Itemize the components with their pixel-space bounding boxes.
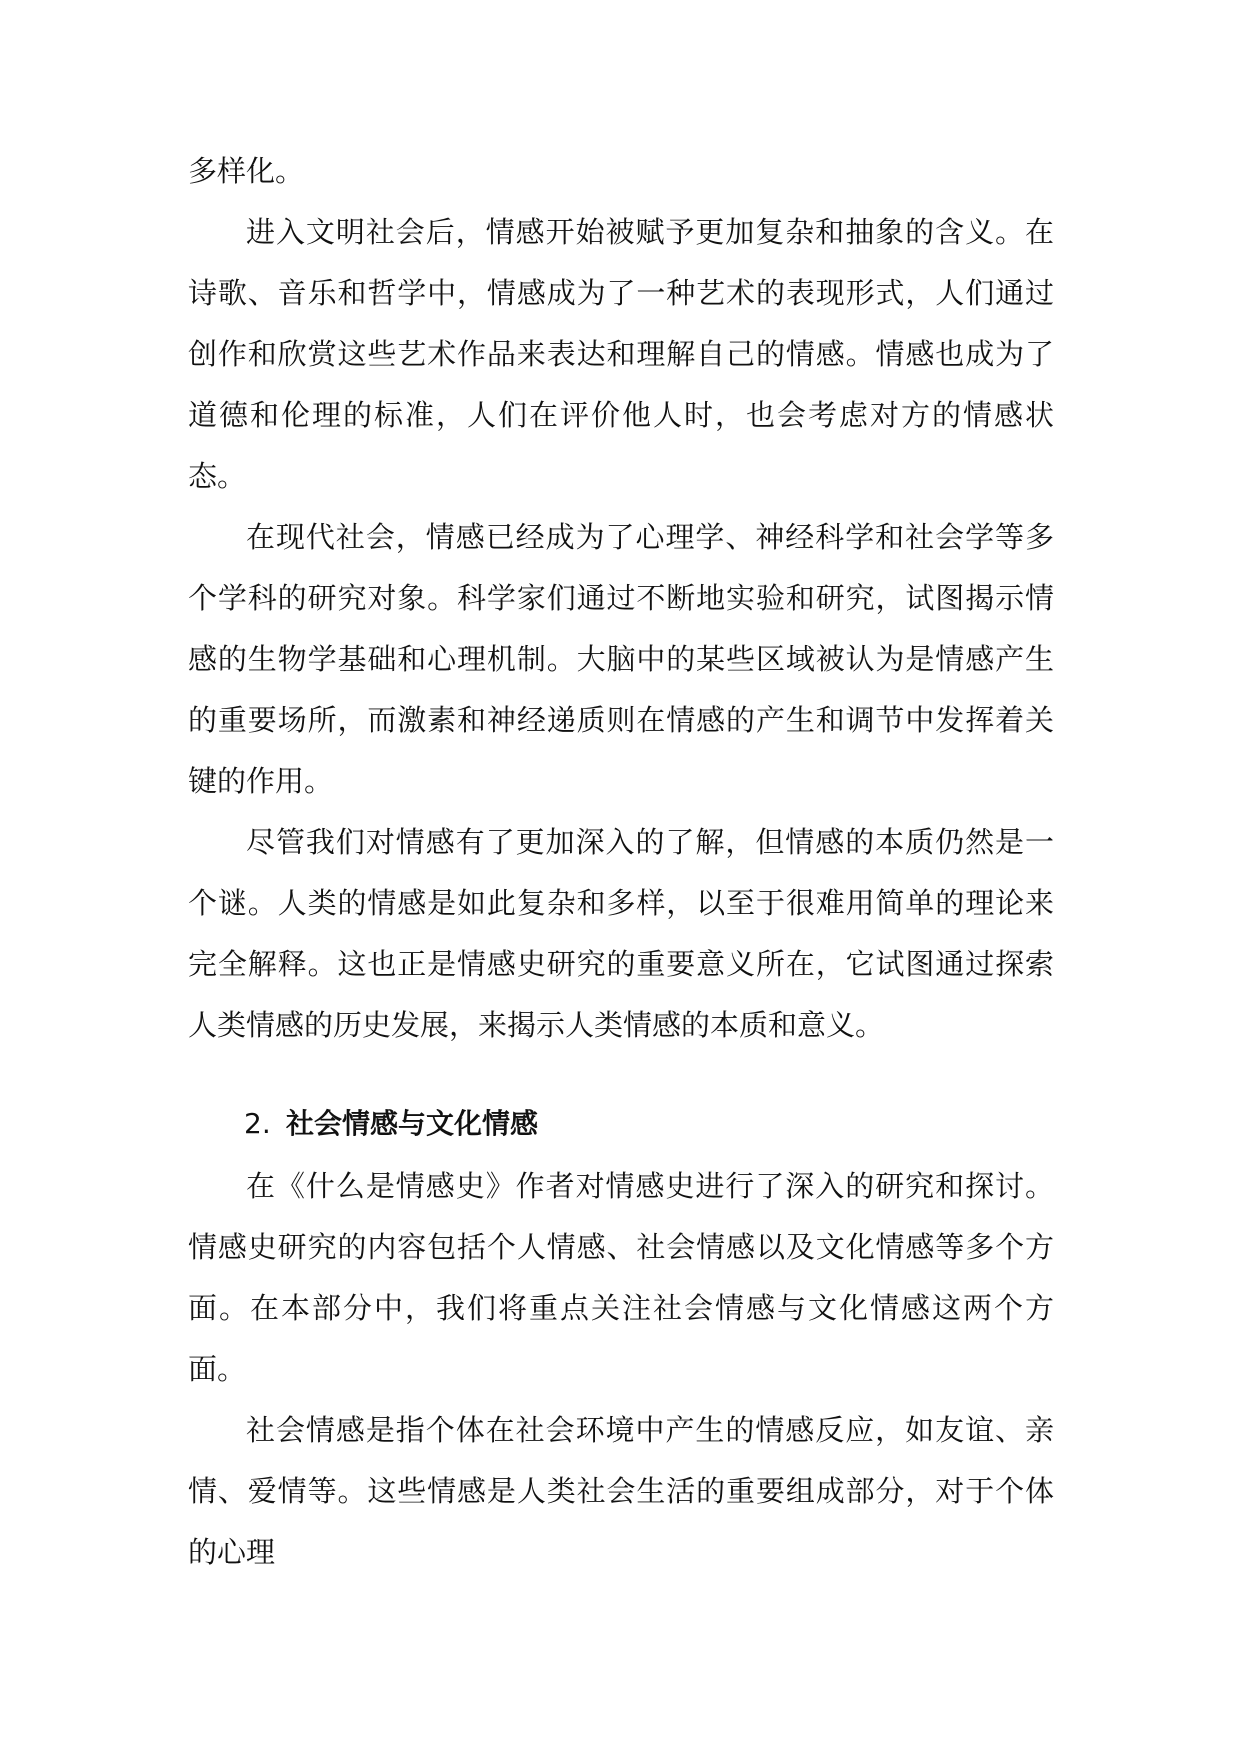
paragraph-social-emotion: 社会情感是指个体在社会环境中产生的情感反应，如友谊、亲情、爱情等。这些情感是人类社会生活的重要组成部分，对于个体的心理 <box>188 1413 1054 1569</box>
section-number: 2. <box>244 1107 271 1140</box>
paragraph-civilized-society: 进入文明社会后，情感开始被赋予更加复杂和抽象的含义。在诗歌、音乐和哲学中，情感成为了一种艺术的表现形式，人们通过创作和欣赏这些艺术作品来表达和理解自己的情感。情感也成为了道德和伦理的标准，人们在评价他人时，也会考虑对方的情感状态。 <box>188 215 1054 493</box>
paragraph-nature-of-emotion: 尽管我们对情感有了更加深入的了解，但情感的本质仍然是一个谜。人类的情感是如此复杂和多样，以至于很难用简单的理论来完全解释。这也正是情感史研究的重要意义所在，它试图通过探索人类情感的历史发展，来揭示人类情感的本质和意义。 <box>188 825 1054 1042</box>
paragraph-section-intro: 在《什么是情感史》作者对情感史进行了深入的研究和探讨。情感史研究的内容包括个人情感、社会情感以及文化情感等多个方面。在本部分中，我们将重点关注社会情感与文化情感这两个方面。 <box>188 1169 1054 1386</box>
paragraph-modern-society: 在现代社会，情感已经成为了心理学、神经科学和社会学等多个学科的研究对象。科学家们通过不断地实验和研究，试图揭示情感的生物学基础和心理机制。大脑中的某些区域被认为是情感产生的重要场所，而激素和神经递质则在情感的产生和调节中发挥着关键的作用。 <box>188 520 1054 798</box>
page-body <box>188 141 1054 1583</box>
section-heading <box>188 1092 1054 1156</box>
section-title: 社会情感与文化情感 <box>286 1107 539 1140</box>
paragraph-continuation: 多样化。 <box>188 154 305 188</box>
